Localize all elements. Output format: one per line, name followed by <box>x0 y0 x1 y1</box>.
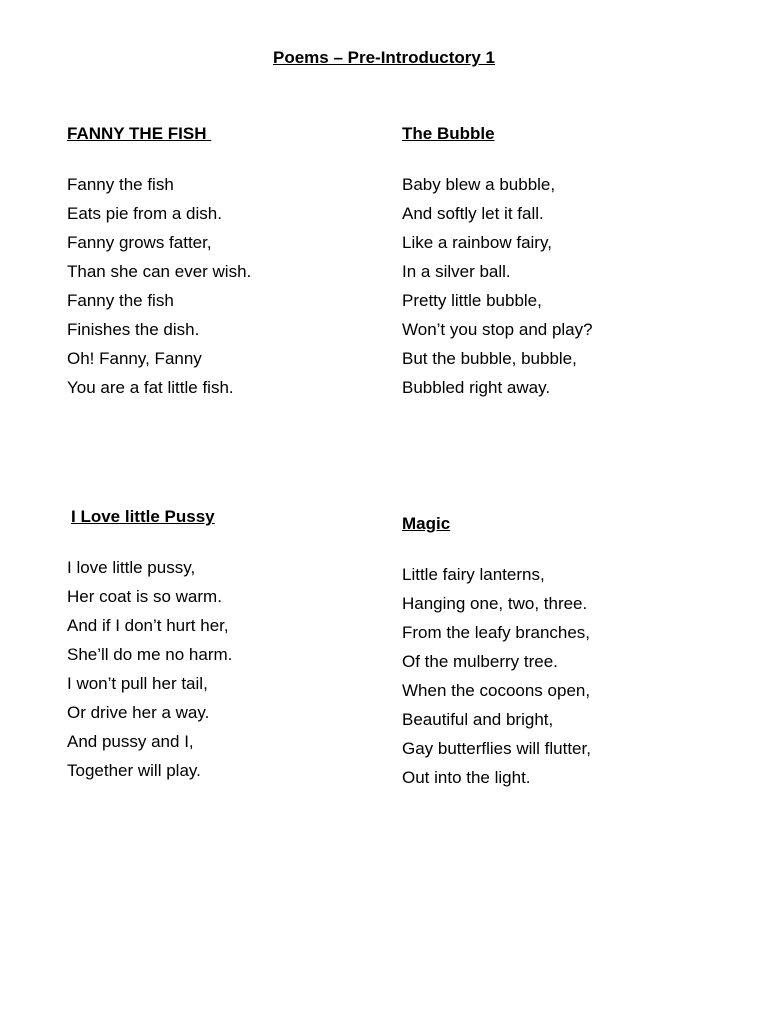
poem-line: She’ll do me no harm. <box>67 645 233 664</box>
poem-magic <box>402 513 722 792</box>
poem-line: Beautiful and bright, <box>402 710 554 729</box>
poem-line: Together will play. <box>67 761 201 780</box>
poem-line: Of the mulberry tree. <box>402 652 558 671</box>
poem-line: Her coat is so warm. <box>67 587 222 606</box>
poem-line: Out into the light. <box>402 768 531 787</box>
poem-lines <box>402 560 722 792</box>
poem-lines <box>67 170 387 402</box>
poem-line: Bubbled right away. <box>402 378 551 397</box>
poem-line: Little fairy lanterns, <box>402 565 545 584</box>
poem-line: Hanging one, two, three. <box>402 594 588 613</box>
poem-line: Pretty little bubble, <box>402 291 542 310</box>
poem-line: From the leafy branches, <box>402 623 591 642</box>
poem-line: I won’t pull her tail, <box>67 674 208 693</box>
poem-line: Like a rainbow fairy, <box>402 233 552 252</box>
poem-the-bubble <box>402 123 722 402</box>
poem-line: Finishes the dish. <box>67 320 200 339</box>
poem-line: Than she can ever wish. <box>67 262 252 281</box>
poem-i-love-little-pussy <box>67 506 387 785</box>
poem-line: But the bubble, bubble, <box>402 349 577 368</box>
poem-line: Oh! Fanny, Fanny <box>67 349 202 368</box>
poem-line: When the cocoons open, <box>402 681 591 700</box>
poem-line: Gay butterflies will flutter, <box>402 739 591 758</box>
poem-line: Fanny the fish <box>67 291 174 310</box>
poem-line: Or drive her a way. <box>67 703 210 722</box>
poem-line: Fanny the fish <box>67 175 174 194</box>
page-title: Poems – Pre-Introductory 1 <box>272 48 495 67</box>
poem-title: FANNY THE FISH <box>67 124 212 143</box>
poem-line: You are a fat little fish. <box>67 378 234 397</box>
poem-lines <box>67 553 387 785</box>
poem-line: And if I don’t hurt her, <box>67 616 229 635</box>
poem-line: Fanny grows fatter, <box>67 233 212 252</box>
poem-fanny-the-fish <box>67 123 387 402</box>
poem-title: I Love little Pussy <box>71 507 215 526</box>
poem-line: In a silver ball. <box>402 262 511 281</box>
poem-lines <box>402 170 722 402</box>
poem-title: Magic <box>402 514 451 533</box>
poem-line: I love little pussy, <box>67 558 196 577</box>
poem-line: And softly let it fall. <box>402 204 544 223</box>
poem-line: Baby blew a bubble, <box>402 175 556 194</box>
poem-line: And pussy and I, <box>67 732 194 751</box>
poem-title: The Bubble <box>402 124 495 143</box>
poem-line: Eats pie from a dish. <box>67 204 222 223</box>
poem-line: Won’t you stop and play? <box>402 320 593 339</box>
